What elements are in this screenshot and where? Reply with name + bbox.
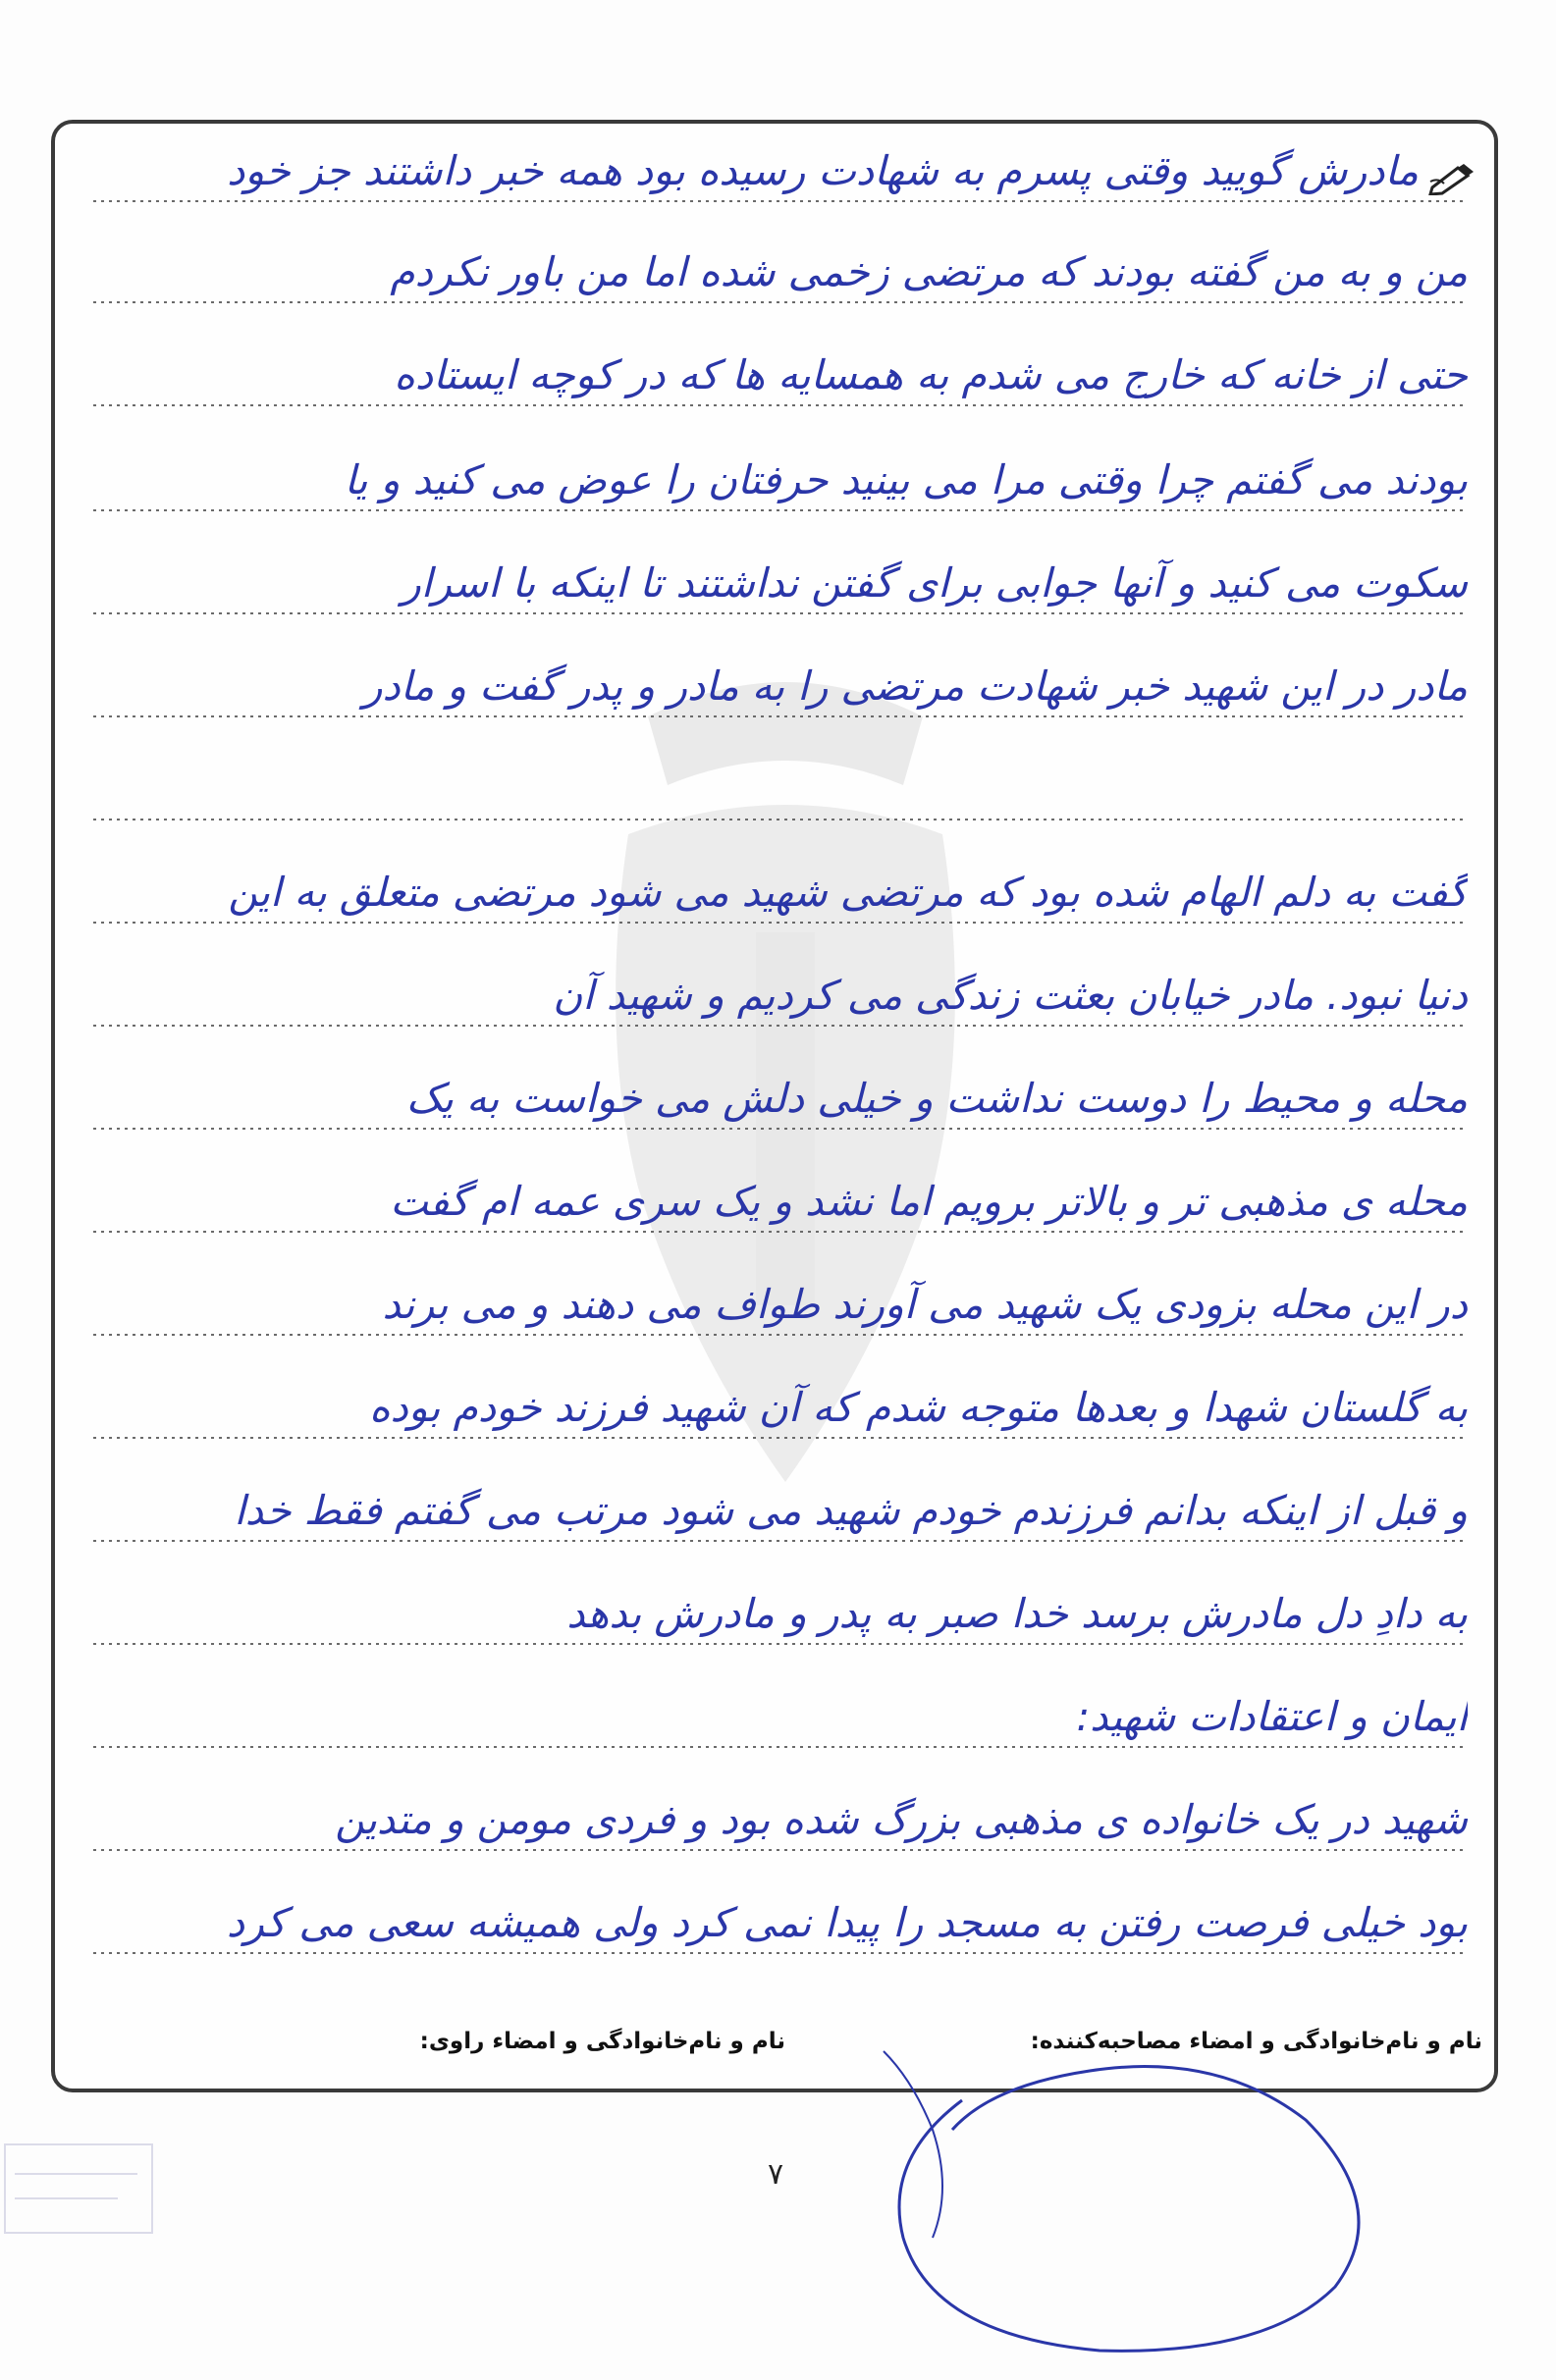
handwritten-line: در این محله بزودی یک شهید می آورند طواف می دهند و می برند bbox=[382, 1281, 1468, 1328]
handwritten-line: مادر در این شهید خبر شهادت مرتضی را به مادر و پدر گفت و مادر bbox=[362, 662, 1468, 710]
handwritten-line: سکوت می کنید و آنها جوابی برای گفتن نداشتند تا اینکه با اسرار bbox=[401, 559, 1468, 607]
signature-drawing bbox=[844, 2041, 1394, 2365]
handwritten-line: ایمان و اعتقادات شهید: bbox=[1076, 1693, 1468, 1740]
handwritten-line: به گلستان شهدا و بعدها متوجه شدم که آن شهید فرزند خودم بوده bbox=[369, 1384, 1468, 1431]
handwritten-line: بود خیلی فرصت رفتن به مسجد را پیدا نمی کرد ولی همیشه سعی می کرد bbox=[226, 1899, 1468, 1946]
handwritten-line: محله ی مذهبی تر و بالاتر برویم اما نشد و یک سری عمه ام گفت bbox=[390, 1178, 1468, 1225]
handwritten-line: حتی از خانه که خارج می شدم به همسایه ها که در کوچه ایستاده bbox=[394, 351, 1468, 398]
handwritten-line: و قبل از اینکه بدانم فرزندم خودم شهید می شود مرتب می گفتم فقط خدا bbox=[234, 1487, 1468, 1534]
handwritten-line: شهید در یک خانواده ی مذهبی بزرگ شده بود و فردی مومن و متدین bbox=[335, 1796, 1468, 1843]
handwritten-line: بودند می گفتم چرا وقتی مرا می بینید حرفتان را عوض می کنید و یا bbox=[344, 456, 1468, 503]
handwritten-line: مادرش گویید وقتی پسرم به شهادت رسیده بود همه خبر داشتند جز خود bbox=[227, 147, 1419, 194]
page-number: ۷ bbox=[767, 2157, 784, 2192]
narrator-signature-label: نام و نام‌خانوادگی و امضاء راوی: bbox=[419, 2029, 785, 2054]
handwritten-line: من و به من گفته بودند که مرتضی زخمی شده اما من باور نکردم bbox=[390, 248, 1468, 295]
handwritten-line: دنیا نبود. مادر خیابان بعثت زندگی می کردیم و شهید آن bbox=[553, 972, 1468, 1019]
interviewer-signature-label: نام و نام‌خانوادگی و امضاء مصاحبه‌کننده: bbox=[1030, 2029, 1482, 2054]
handwritten-line: به دادِ دل مادرش برسد خدا صبر به پدر و مادرش بدهد bbox=[566, 1590, 1468, 1637]
faded-stamp bbox=[0, 2140, 157, 2238]
pencil-icon bbox=[1428, 162, 1476, 195]
handwritten-line: محله و محیط را دوست نداشت و خیلی دلش می خواست به یک bbox=[405, 1075, 1468, 1122]
handwritten-line: گفت به دلم الهام شده بود که مرتضی شهید می شود مرتضی متعلق به این bbox=[228, 869, 1468, 916]
